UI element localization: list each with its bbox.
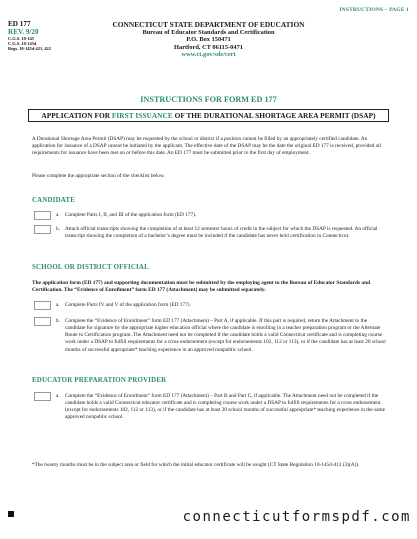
item-letter: a. — [56, 393, 60, 399]
statute-1: C.G.S. 10-145 — [8, 35, 34, 41]
statute-3: Regs. 10-145d-421, 422 — [8, 45, 51, 51]
corner-square-mark — [8, 511, 14, 517]
checklist-instruction: Please complete the appropriate section of the checklist below. — [32, 173, 165, 179]
banner-suffix: OF THE DURATIONAL SHORTAGE AREA PERMIT (DSAP) — [172, 111, 376, 120]
item-text: Complete the “Evidence of Enrollment” form ED 177 (Attachment) – Part A, if applicable. If this part is required, return the Attachment to the candidate for signature by the appropriate higher education official where the candidate is enrolling in a teacher preparation program or the Alternate Route to Certification program. The Attachment need not be completed if the candidate holds a valid Connecticut certificate and is completing course work under a DSAP to fulfill requirements for a cross endorsement (except for endorsements 102, 112 or 113), or if the candidate has at least 20 school months of successful appropriate* teaching experience in an approved nonpublic school. — [65, 318, 386, 353]
banner-highlight: FIRST ISSUANCE — [111, 111, 173, 120]
candidate-checkbox-a[interactable] — [34, 211, 51, 220]
intro-paragraph: A Durational Shortage Area Permit (DSAP) may be requested by the school or district if a position cannot be filled by an appropriately certified candidate. An application for issuance of a DSAP cannot be initiated by the applicant. The effective date of the DSAP may be the date the original ED 177 is received, provided all requirements for issuance have been met on or before this date. An ED 177 must be submitted prior to the first day of employment. — [32, 136, 382, 156]
candidate-checkbox-b[interactable] — [34, 225, 51, 234]
candidate-item-b — [56, 226, 388, 240]
school-item-b — [56, 318, 388, 354]
agency-header — [0, 21, 417, 58]
page-label: INSTRUCTIONS – PAGE 1 — [339, 7, 409, 13]
agency-website[interactable]: www.ct.gov/sde/cert — [181, 50, 236, 58]
item-letter: a. — [56, 302, 60, 308]
banner-prefix: APPLICATION FOR — [41, 111, 112, 120]
item-letter: b. — [56, 226, 60, 232]
agency-po-box: P.O. Box 150471 — [186, 36, 231, 44]
item-text: Complete Parts IV and V of the application form (ED 177). — [65, 302, 191, 308]
school-checkbox-b[interactable] — [34, 317, 51, 326]
candidate-heading: CANDIDATE — [32, 197, 76, 204]
statute-2: C.G.S. 10-145d — [8, 40, 37, 46]
prep-checkbox-a[interactable] — [34, 392, 51, 401]
school-official-heading: SCHOOL OR DISTRICT OFFICIAL — [32, 264, 149, 271]
item-text: Complete the “Evidence of Enrollment” form ED 177 (Attachment) – Part B and Part C, if applicable. The Attachment need not be completed if the candidate holds a valid Connecticut educator certificate and is completing course work under a DSAP to fulfill requirements for a cross endorsement (except for endorsements 102, 112 or 113), or if the candidate has at least 20 school months of successful appropriate* teaching experience in the same approved nonpublic school. — [65, 393, 385, 421]
school-submission-note: The application form (ED 177) and supporting documentation must be submitted by the employing agent to the Bureau of Educator Standards and Certification. The “Evidence of Enrollment” form ED 177 (Attachment) may be submitted separately. — [32, 280, 371, 294]
prep-item-a — [56, 393, 388, 422]
footnote: *The twenty months must be in the subject area or field for which the initial educator certificate will be sought (CT State Regulation 10-145d-412 (3)(A)). — [32, 462, 360, 468]
item-text: Attach official transcripts showing the completion of at least 12 semester hours of credit in the subject for which the DSAP is requested. An official transcript showing the completion of a bachelor’s degree must be included if the candidate has never held certification in Connecticut. — [65, 226, 378, 240]
school-item-a — [56, 302, 388, 309]
item-letter: b. — [56, 318, 60, 324]
item-letter: a. — [56, 212, 60, 218]
agency-bureau: Bureau of Educator Standards and Certification — [142, 29, 275, 37]
agency-city: Hartford, CT 06115-0471 — [174, 43, 243, 51]
agency-name: CONNECTICUT STATE DEPARTMENT OF EDUCATION — [112, 20, 305, 29]
page-title: INSTRUCTIONS FOR FORM ED 177 — [140, 95, 277, 104]
school-checkbox-a[interactable] — [34, 301, 51, 310]
form-revision: REV. 9/20 — [8, 27, 39, 36]
application-banner — [28, 109, 389, 122]
form-code: ED 177 — [8, 20, 31, 28]
prep-provider-heading: EDUCATOR PREPARATION PROVIDER — [32, 377, 167, 384]
watermark: connecticutformspdf.com — [182, 509, 411, 525]
candidate-item-a — [56, 212, 388, 219]
item-text: Complete Parts I, II, and III of the application form (ED 177). — [65, 212, 197, 218]
